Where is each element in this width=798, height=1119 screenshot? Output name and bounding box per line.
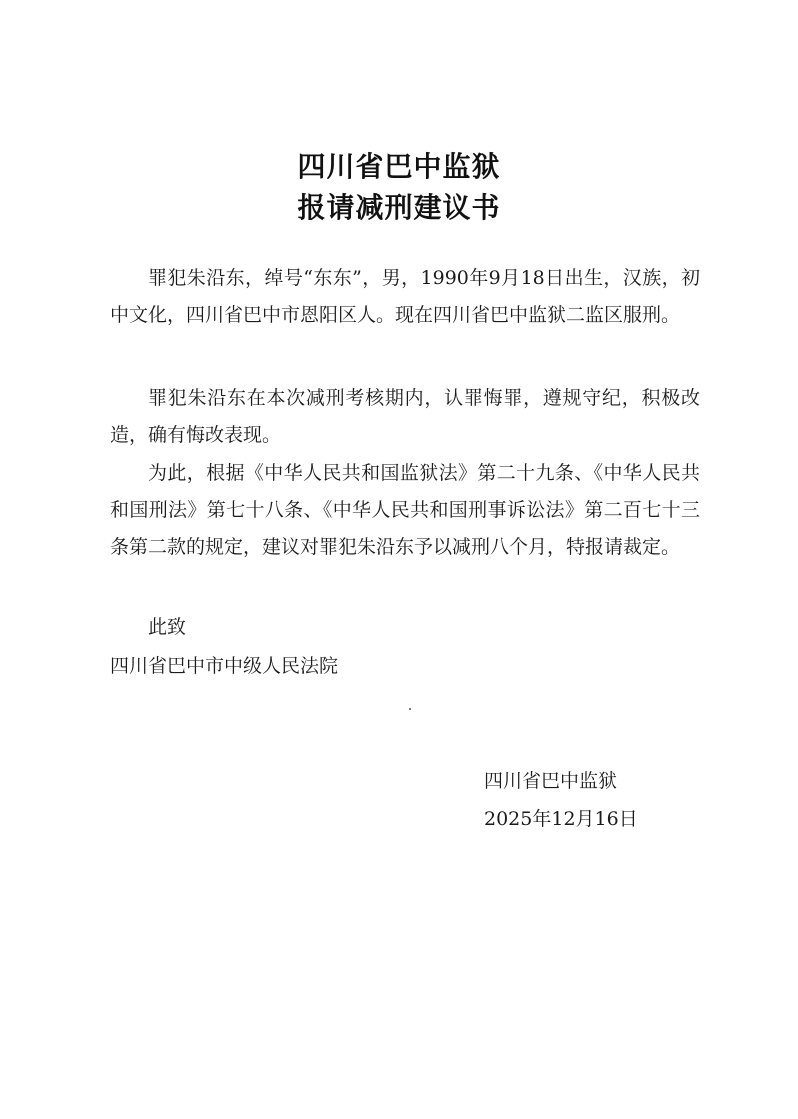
paragraph-recommendation: 为此，根据《中华人民共和国监狱法》第二十九条、《中华人民共和国刑法》第七十八条、《中华人民共和国刑事诉讼法》第二百七十三条第二款的规定，建议对罪犯朱沿东予以减刑八个月，特报请裁定。	[110, 462, 700, 558]
greeting: 此致	[148, 616, 187, 638]
document-title: 报请减刑建议书	[297, 191, 501, 224]
paragraph-performance: 罪犯朱沿东在本次减刑考核期内，认罪悔罪，遵规守纪，积极改造，确有悔改表现。	[110, 387, 700, 446]
paragraph-criminal-info: 罪犯朱沿东，绰号“东东”，男，1990年9月18日出生，汉族，初中文化，四川省巴中市恩阳区人。现在四川省巴中监狱二监区服刑。	[110, 267, 700, 326]
addressee: 四川省巴中市中级人民法院	[110, 655, 339, 677]
document-title-org: 四川省巴中监狱	[297, 150, 501, 183]
signature-org: 四川省巴中监狱	[484, 770, 618, 792]
scan-speck	[409, 708, 411, 710]
signature-date: 2025年12月16日	[484, 808, 638, 830]
